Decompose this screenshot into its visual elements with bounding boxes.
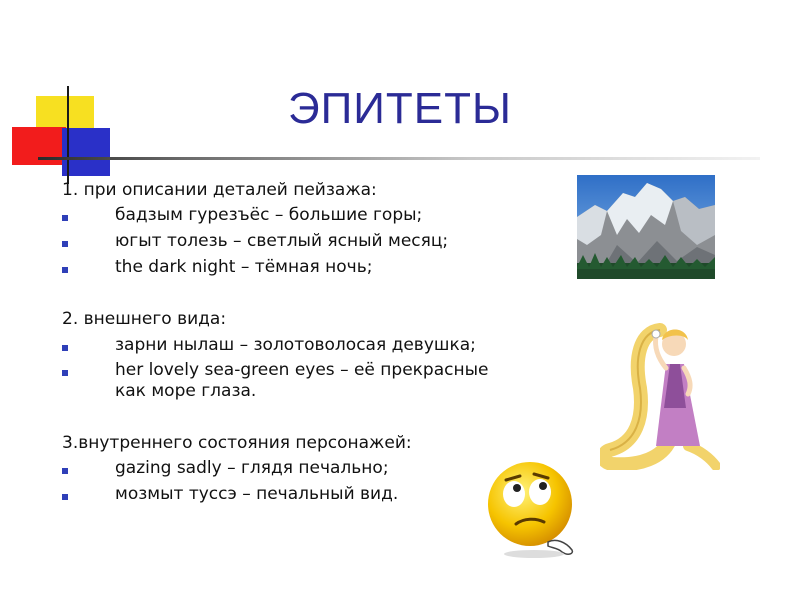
list-item: her lovely sea-green eyes – её прекрасные [115, 360, 489, 380]
section-heading-inner-state: 3.внутреннего состояния персонажей: [62, 433, 412, 453]
list-item: югыт толезь – светлый ясный месяц; [115, 231, 449, 251]
list-item-continuation: как море глаза. [115, 381, 257, 401]
bullet-icon [62, 370, 68, 376]
bullet-icon [62, 494, 68, 500]
section-heading-appearance: 2. внешнего вида: [62, 309, 227, 329]
section-heading-landscape: 1. при описании деталей пейзажа: [62, 180, 377, 200]
title-divider-line [38, 157, 760, 160]
list-item: зарни нылаш – золотоволосая девушка; [115, 335, 476, 355]
list-item: бадзым гурезъёс – большие горы; [115, 205, 423, 225]
bullet-icon [62, 215, 68, 221]
mountain-photo [577, 175, 715, 279]
list-item: the dark night – тёмная ночь; [115, 257, 373, 277]
bullet-icon [62, 345, 68, 351]
list-item: gazing sadly – глядя печально; [115, 458, 389, 478]
rapunzel-illustration [600, 318, 720, 470]
sad-smiley-face [484, 458, 586, 560]
slide-title: ЭПИТЕТЫ [288, 84, 512, 133]
bullet-icon [62, 267, 68, 273]
bullet-icon [62, 241, 68, 247]
bullet-icon [62, 468, 68, 474]
decor-blue-square [62, 128, 110, 176]
list-item: мозмыт туссэ – печальный вид. [115, 484, 399, 504]
